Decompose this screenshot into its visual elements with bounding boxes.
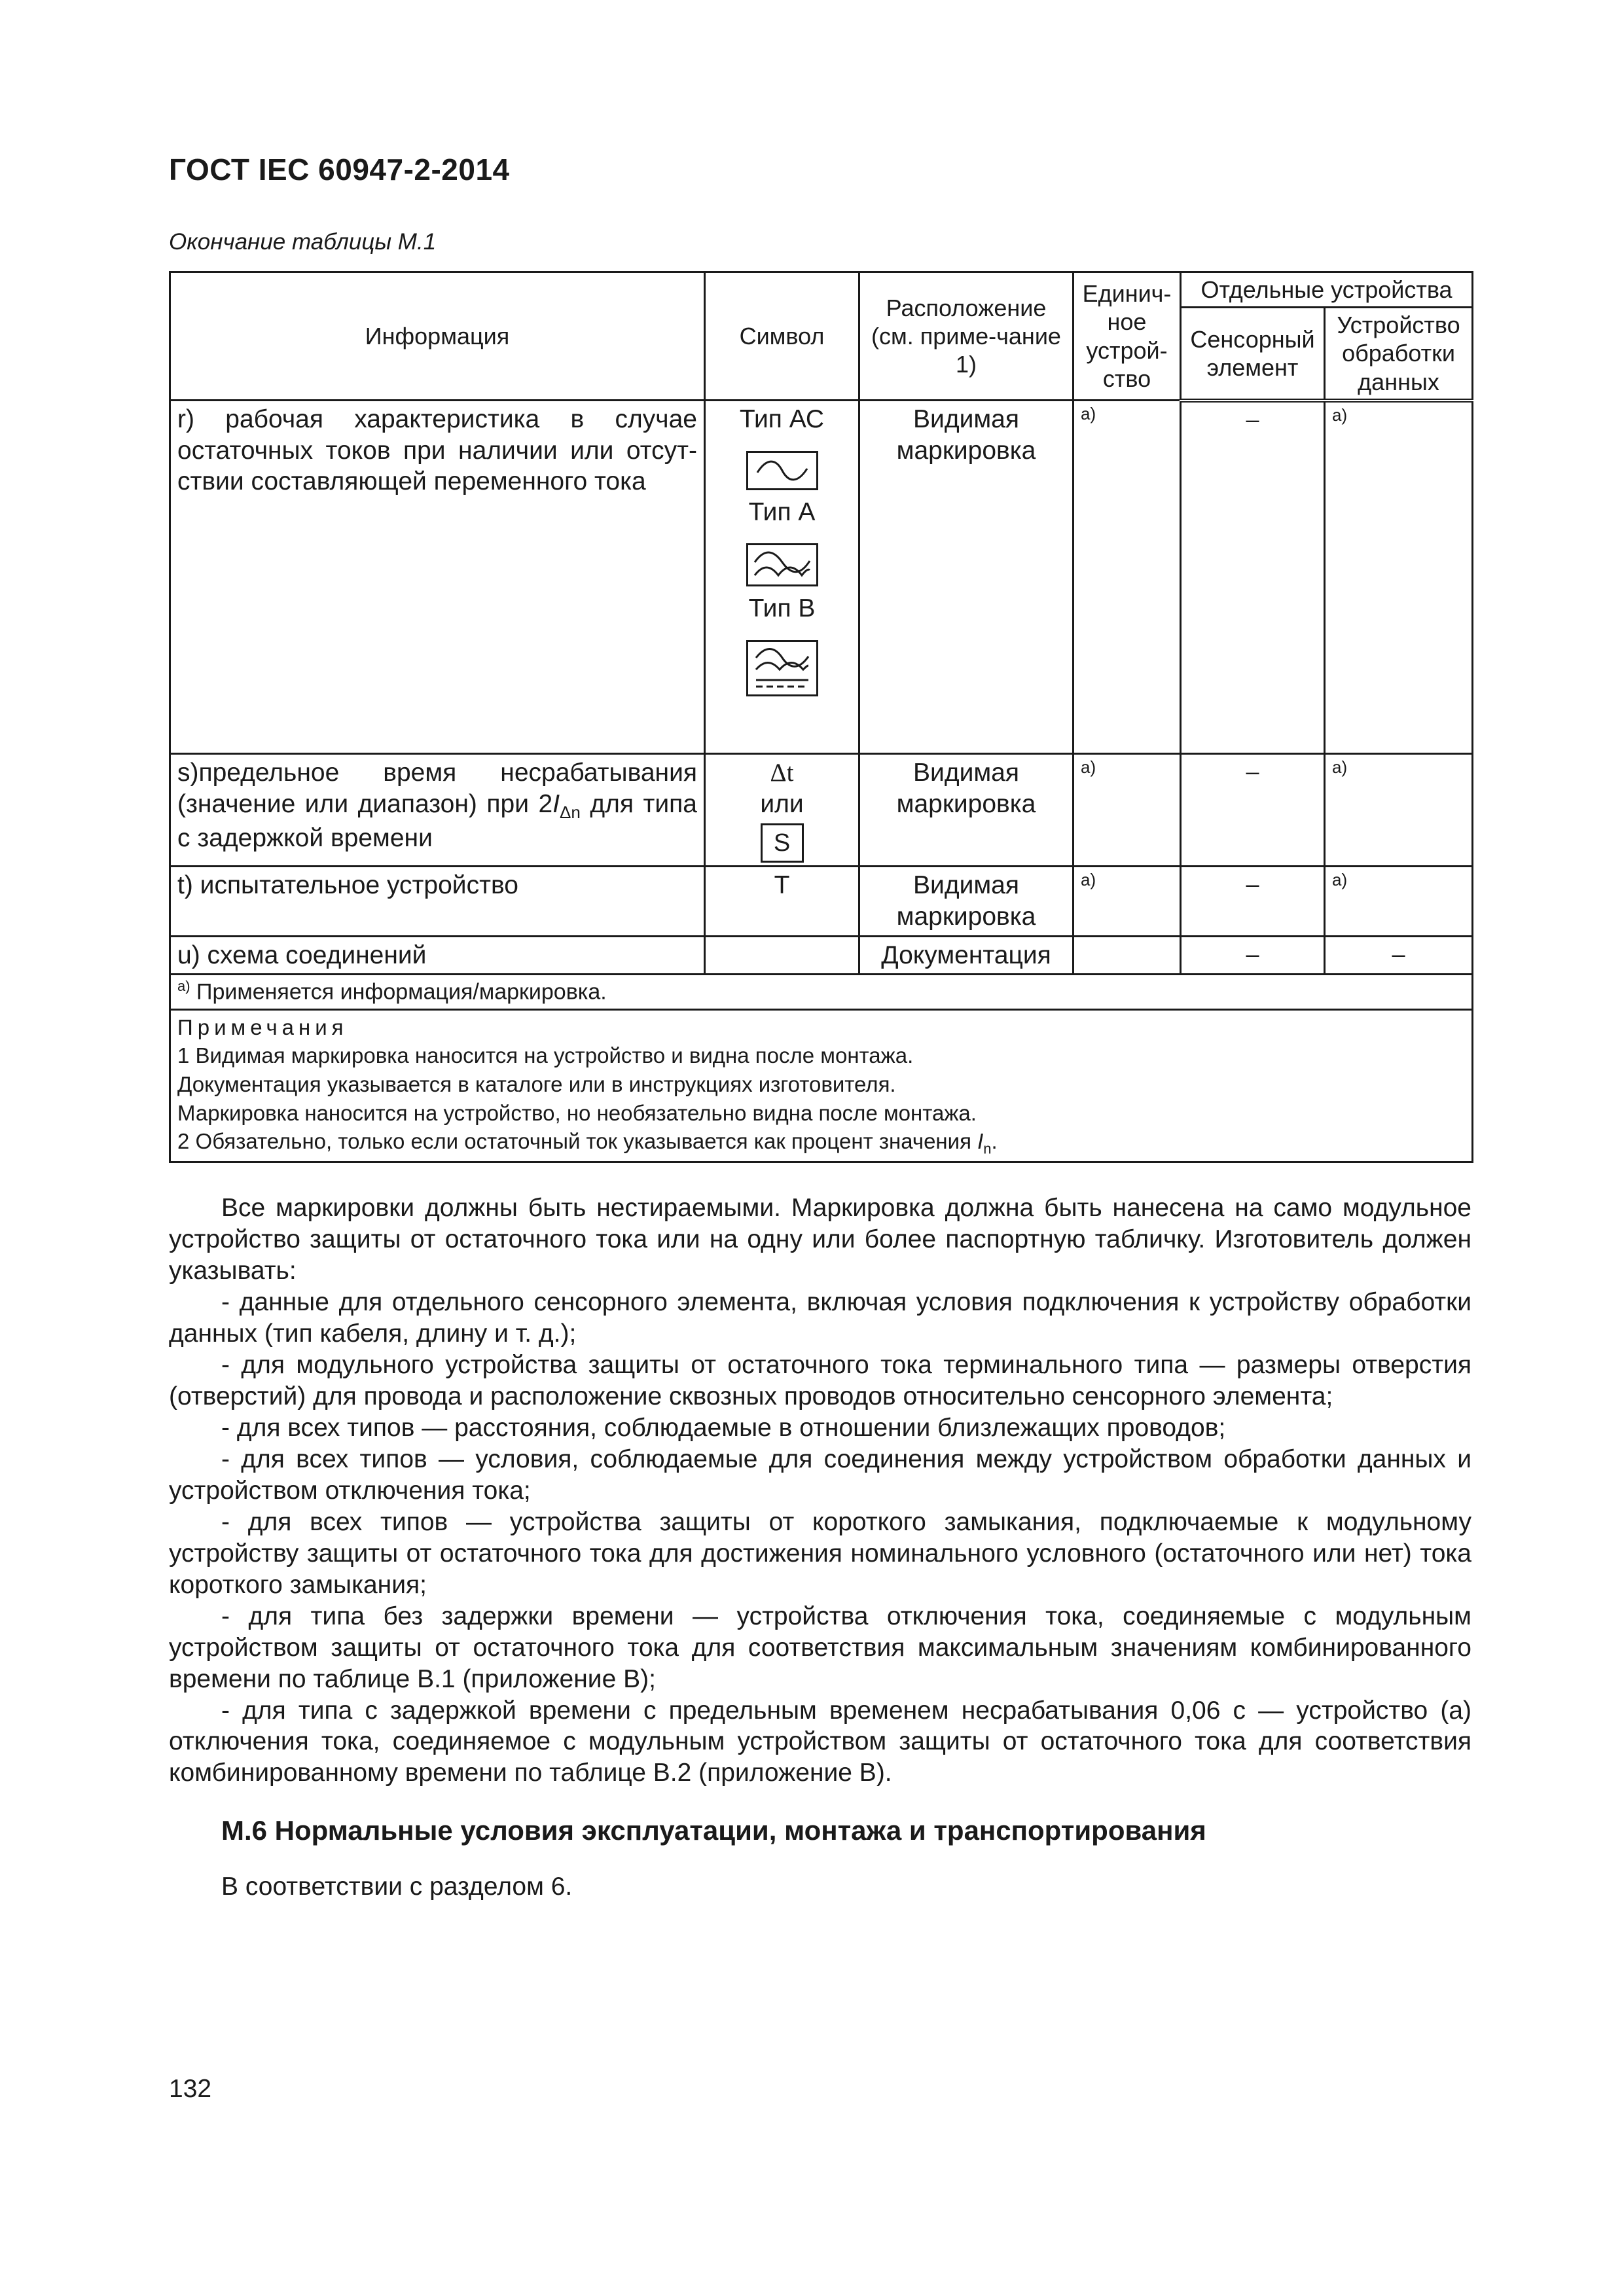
row-sensor-mark: – [1181,754,1325,867]
body-paragraph: Все маркировки должны быть нестираемыми. Маркировка должна быть нанесена на само модульное устройство защиты от остаточного тока или на одну или более паспортную табличку. Изготовитель должен указывать: [169,1194,1471,1285]
row-location: Видимая маркировка [859,754,1074,867]
notes-row [170,1009,1473,1162]
notes-title: Примечания [177,1014,348,1039]
row-single-mark: a) [1074,754,1181,867]
header-separate-devices: Отдельные устройства [1181,272,1473,308]
header-single-device: Единич-ное устрой-ство [1074,272,1181,401]
document-header: ГОСТ IEC 60947-2-2014 [169,152,510,187]
ac-sine-icon [746,451,818,490]
note-line: Маркировка наносится на устройство, но необязательно видна после монтажа. [177,1100,977,1125]
row-single-mark: a) [1074,401,1181,754]
row-info: u) схема соединений [170,936,705,975]
s-box-icon: S [761,823,804,863]
table-caption: Окончание таблицы М.1 [169,229,437,255]
body-text [169,1193,1471,1789]
row-processor-mark: a) [1325,754,1473,867]
body-paragraph: - для модульного устройства защиты от остаточного тока терминального типа — размеры отверстия (отверстий) для провода и расположение сквозных проводов относительно сенсорного элемента; [169,1350,1471,1410]
section-title: М.6 Нормальные условия эксплуатации, монтажа и транспортирования [221,1815,1206,1846]
delta-t-symbol: Δt [770,759,794,787]
row-info: t) испытательное устройство [170,867,705,936]
row-symbol [705,401,859,754]
row-sensor-mark: – [1181,936,1325,975]
section-text: В соответствии с разделом 6. [221,1873,573,1901]
body-paragraph: - для всех типов — устройства защиты от короткого замыкания, подключаемые к модульному устройству защиты от остаточного тока для достижения номинального условного (остаточного или нет) тока короткого замыкания; [169,1507,1471,1599]
row-location: Документация [859,936,1074,975]
table-row [170,754,1473,867]
symbol-type-b: Тип В [748,594,816,623]
footnote-row [170,975,1473,1010]
symbol-or: или [760,789,804,818]
row-processor-mark: – [1325,936,1473,975]
row-processor-mark: a) [1325,867,1473,936]
row-processor-mark: a) [1325,401,1473,754]
row-symbol [705,936,859,975]
header-info: Информация [170,272,705,401]
row-sensor-mark: – [1181,401,1325,754]
header-symbol: Символ [705,272,859,401]
body-paragraph: - для типа с задержкой времени с предельным временем несрабатывания 0,06 с — устройство (а) отключения тока, соединяемое с модульным устройством защиты от остаточного тока для соответствия комбинированному времени по таблице В.2 (приложение В). [169,1696,1471,1787]
note-line: Документация указывается в каталоге или в инструкциях изготовителя. [177,1072,896,1097]
table-row [170,867,1473,936]
row-single-mark [1074,936,1181,975]
marking-table [169,271,1473,1163]
symbol-type-a: Тип А [748,497,816,526]
note-line: 2 Обязательно, только если остаточный ток указывается как процент значения $I_n$. [177,1129,998,1157]
row-sensor-mark: – [1181,867,1325,936]
pulsating-dc-icon [746,543,818,586]
header-sensor: Сенсорный элемент [1181,308,1325,401]
header-location: Расположение (см. приме-чание 1) [859,272,1074,401]
row-info: s)предельное время несрабатывания (значение или диапазон) при $2I_{\Delta n}$ для типа с задержкой времени [170,754,705,867]
table-row [170,401,1473,754]
row-location: Видимая маркировка [859,867,1074,936]
table-footnote: $^{a)}$ Применяется информация/маркировка. [170,975,1473,1010]
row-symbol: T [705,867,859,936]
symbol-type-ac: Тип АС [739,405,825,434]
row-symbol [705,754,859,867]
body-paragraph: - для типа без задержки времени — устройства отключения тока, соединяемые с модульным устройством защиты от остаточного тока для соответствия максимальным значениям комбинированного времени по таблице В.1 (приложение В); [169,1602,1471,1693]
table-header-row [170,272,1473,308]
table-notes [170,1009,1473,1162]
header-processor: Устройство обработки данных [1325,308,1473,401]
body-paragraph: - для всех типов — условия, соблюдаемые для соединения между устройством обработки данных и устройством отключения тока; [169,1444,1471,1505]
body-paragraph: - данные для отдельного сенсорного элемента, включая условия подключения к устройству обработки данных (тип кабеля, длину и т. д.); [169,1287,1471,1348]
note-line: 1 Видимая маркировка наносится на устройство и видна после монтажа. [177,1043,914,1068]
table-row [170,936,1473,975]
body-paragraph: - для всех типов — расстояния, соблюдаемые в отношении близлежащих проводов; [221,1413,1226,1442]
row-single-mark: a) [1074,867,1181,936]
page-number: 132 [169,2075,212,2103]
smooth-dc-icon [746,640,818,696]
row-info: r) рабочая характеристика в случае остаточных токов при наличии или отсут-ствии составляющей переменного тока [170,401,705,754]
row-location: Видимая маркировка [859,401,1074,754]
